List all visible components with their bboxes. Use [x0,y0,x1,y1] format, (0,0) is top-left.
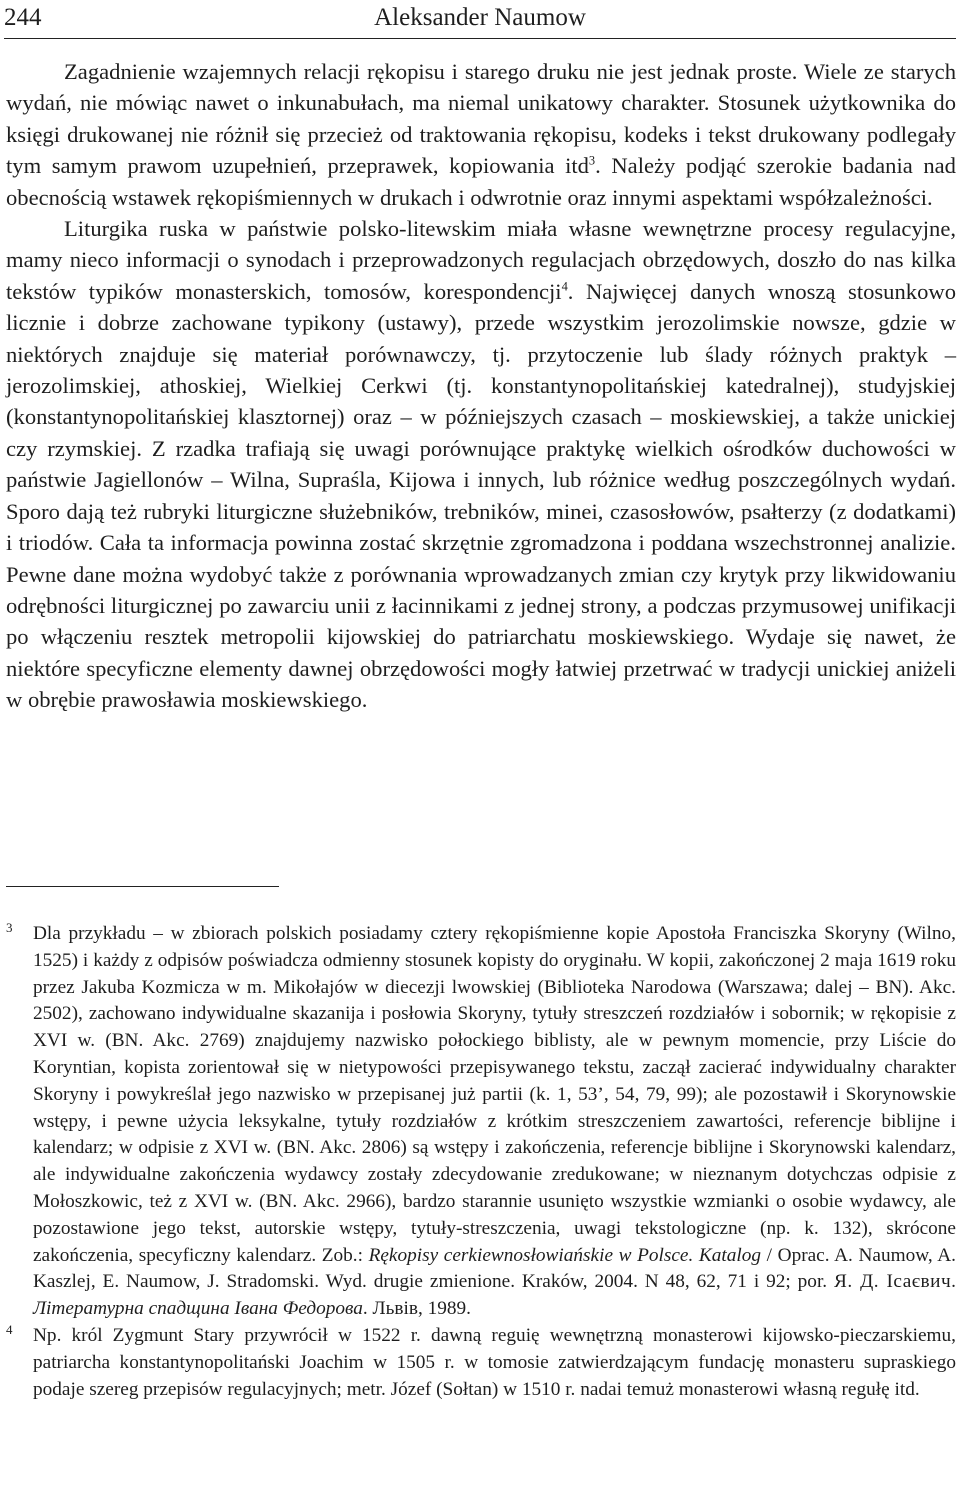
running-head: Aleksander Naumow [374,4,586,31]
paragraph-2-text: Liturgika ruska w państwie polsko-litewskim miała własne wewnętrzne procesy regulacyjne, mamy nieco informacji o synodach i przeprowadzonych regulacjach obrzędowych, doszło do nas kilka tekstów typików monasterskich, tomosów, korespondencji [6,216,956,304]
footnote-3-text: Dla przykładu – w zbiorach polskich posiadamy cztery rękopiśmienne kopie Apostoła Franciszka Skoryny (Wilno, 1525) i każdy z odpisów poświadcza odmienny stosunek kopisty do oryginału. W kopii, zakończonej 2 maja 1619 roku przez Jakuba Kozmicza w m. Mikołajów w diecezji lwowskiej (Biblioteka Narodowa (Warszawa; dalej – BN). Akc. 2502), zachowano indywidualne skazanija i posłowia Skoryny, tytuły streszczeń rozdziałów i sobornik; w rękopisie z XVI w. (BN. Akc. 2769) znajdujemy nazwisko połockiego biblisty, ale w pewnym momencie, przy Liście do Koryntian, kopista zorientował się w nietypowości przepisywanego tekstu, zaczął zacierać indywidualny charakter Skoryny i powykreślał jego nazwisko w przepisanej już partii (k. 1, 53’, 54, 79, 99); ale pozostawił i Skorynowskie wstępy, i pewne użycia leksykalne, tytuły rozdziałów z krótkim streszczeniem zawartości, referencje biblijne i kalendarz; w odpisie z XVI w. (BN. Akc. 2806) są wstępy i zakończenia, referencje biblijne i Skorynowski kalendarz, ale indywidualne zakończenia wydawcy zostały zdecydowanie zredukowane; w nieznanym dotychczas odpisie z Mołoszkowic, też z XVI w. (BN. Akc. 2966), bardzo starannie usunięto wszystkie wzmianki o osobie wydawcy, ale pozostawione jego tekst, autorskie wstępy, tytuły-streszczenia, uwagi tekstologiczne (np. k. 132), skrócone zakończenia, specyficzny kalendarz. Zob.: [33,923,956,1266]
footnote-3-title: Rękopisy cerkiewnosłowiańskie w Polsce. Katalog [368,1244,762,1266]
footnote-ref-3[interactable]: 3 [588,153,596,168]
paragraph-2 [6,213,956,716]
footnote-3 [6,921,956,1323]
footnote-separator [6,886,279,887]
main-text [6,56,956,716]
page-number: 244 [4,4,42,31]
paragraph-1-rest: . Należy podjąć szerokie badania nad obecnością wstawek rękopiśmiennych w drukach i odwrotnie oraz innymi aspektami współzależności. [6,153,956,210]
footnote-3-text-end: . Львів, 1989. [362,1298,471,1320]
footnote-4-text: Np. król Zygmunt Stary przywrócił w 1522 r. dawną reguię wewnętrzną monasterowi kijowsko-pieczarskiemu, patriarcha konstantynopolitański Joachim w 1505 r. w tomosie zatwierdzającym fundację monasteru supraskiego podaje szereg przepisów regulacyjnych; metr. Józef (Sołtan) w 1510 r. nadai temuż monasterowi własną regułę itd. [33,1324,956,1400]
page-header [4,0,956,39]
footnote-3-work: Літературна спадщина Івана Федорова [33,1298,363,1320]
footnote-4 [6,1323,956,1403]
paragraph-1-text: Zagadnienie wzajemnych relacji rękopisu i starego druku nie jest jednak proste. Wiele ze starych wydań, nie mówiąc nawet o inkunabułach, ma niemal unikatowy charakter. Stosunek użytkownika do księgi drukowanej nie różnił się przecież od traktowania rękopisu, kodeks i tekst drukowany podlegały tym samym prawom uzupełnień, przeprawek, kopiowania itd [6,59,956,179]
footnote-3-author: Я. Д. Ісаєвич [834,1271,952,1293]
footnote-3-mark: 3 [6,920,13,935]
footnote-3-text-after-title: / Oprac. A. Naumow, A. Kaszlej, E. Naumow, J. Stradomski. Wyd. drugie zmienione. Kraków, 2004. N 48, 62, 71 i 92; por. [33,1244,957,1293]
footnote-3-text-before-work: . [951,1271,956,1293]
paragraph-1 [6,56,956,213]
paragraph-2-rest: . Najwięcej danych wnoszą stosunkowo licznie i dobrze zachowane typikony (ustawy), przede wszystkim jerozolimskie nowsze, gdzie w niektórych znajduje się materiał porównawczy, tj. przytoczenie lub ślady różnych praktyk – jerozolimskiej, athoskiej, Wielkiej Cerkwi (tj. konstantynopolitańskiej katedralnej), studyjskiej (konstantynopolitańskiej klasztornej) oraz – w późniejszych czasach – moskiewskiej, a także unickiej czy rzymskiej. Z rzadka trafiają się uwagi porównujące praktykę wielkich ośrodków duchowości w państwie Jagiellonów – Wilna, Supraśla, Kijowa i innych, lub różnice według poszczególnych wydań. Sporo dają też rubryki liturgiczne służebników, trebników, minei, czasosłowów, psałterzy (z dodatkami) i triodów. Cała ta informacja powinna zostać skrzętnie zgromadzona i poddana wszechstronnej analizie. Pewne dane można wydobyć także z porównania wprowadzanych zmian czy krytyk przy likwidowaniu odrębności liturgicznej po zawarciu unii z łacinnikami z jednej strony, a podczas przymusowej unifikacji po włączeniu resztek metropolii kijowskiej do patriarchatu moskiewskiego. Wydaje się nawet, że niektóre specyficzne elementy dawnej obrzędowości mogły łatwiej przetrwać w tradycji unickiej aniżeli w obrębie prawosławia moskiewskiego. [6,278,956,713]
footnotes [6,921,956,1403]
footnote-4-mark: 4 [6,1321,13,1337]
footnote-ref-4[interactable]: 4 [561,279,568,294]
